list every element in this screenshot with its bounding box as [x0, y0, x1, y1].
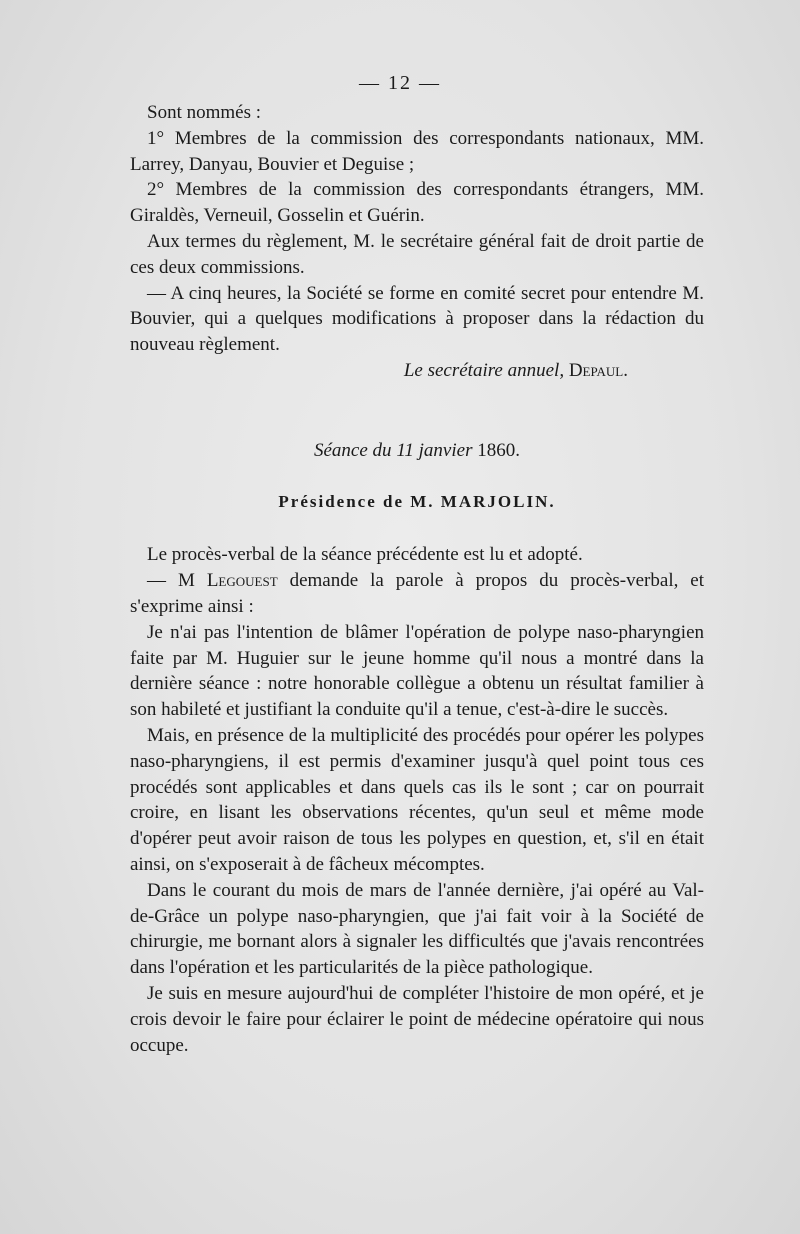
session-heading [130, 438, 704, 464]
session-date: 11 janvier [396, 439, 473, 461]
paragraph-regulation: Aux termes du règlement, M. le secrétaire général fait de droit partie de ces deux commissions. [130, 230, 704, 278]
session-prefix: Séance du [314, 439, 392, 461]
page-number: — 12 — [359, 72, 441, 94]
paragraph-conclusion: Je suis en mesure aujourd'hui de compléter l'histoire de mon opéré, et je crois devoir le faire pour éclairer le point de médecine opératoire qui nous occupe. [130, 982, 704, 1056]
presidence-heading: Présidence de M. MARJOLIN. [278, 491, 556, 511]
paragraph-secret-committee: — A cinq heures, la Société se forme en comité secret pour entendre M. Bouvier, qui a quelques modifications à proposer dans la rédaction du nouveau règlement. [130, 282, 704, 356]
paragraph-foreign-commission: 2° Membres de la commission des correspondants étrangers, MM. Giraldès, Verneuil, Gosselin et Guérin. [130, 179, 704, 227]
speaker-name: Legouest [206, 570, 278, 592]
paragraph-procedures: Mais, en présence de la multiplicité des procédés pour opérer les polypes naso-pharyngiens, il est permis d'examiner jusqu'à quel point tous ces procédés sont applicables et dans quels cas ils le sont ; car on pourrait croire, en lisant les observations récentes, qu'un seul et même mode d'opérer peut avoir raison de tous les polypes en question, et, s'il en était ainsi, on s'exposerait à de fâcheux mécomptes. [130, 724, 704, 875]
legouest-intro-text: demande la parole à propos du procès-verbal, et s'exprime ainsi : [130, 570, 705, 617]
paragraph-legouest-intro [130, 568, 704, 620]
signature-role: Le secrétaire annuel, [403, 359, 565, 381]
page-body [130, 100, 704, 1058]
session-year: 1860. [477, 439, 520, 461]
paragraph-huguier: Je n'ai pas l'intention de blâmer l'opération de polype naso-pharyngien faite par M. Huguier sur le jeune homme qu'il nous a montré dans la dernière séance : notre honorable collègue a obtenu un résultat familier à son habileté et justifiant la conduite qu'il a tenue, c'est-à-dire le succès. [130, 621, 704, 721]
dash-m: — M [147, 570, 195, 592]
signature-name: Depaul. [568, 359, 628, 381]
paragraph-nominations: Sont nommés : [147, 102, 262, 123]
paragraph-minutes: Le procès-verbal de la séance précédente est lu et adopté. [147, 544, 583, 566]
signature-line [130, 358, 704, 384]
paragraph-val-de-grace: Dans le courant du mois de mars de l'année dernière, j'ai opéré au Val-de-Grâce un polype naso-pharyngien, que j'ai fait voir à la Société de chirurgie, me bornant alors à signaler les difficultés que j'avais rencontrées dans l'opération et les particularités de la pièce pathologique. [130, 879, 704, 979]
paragraph-national-commission: 1° Membres de la commission des correspondants nationaux, MM. Larrey, Danyau, Bouvier et Deguise ; [130, 127, 704, 175]
